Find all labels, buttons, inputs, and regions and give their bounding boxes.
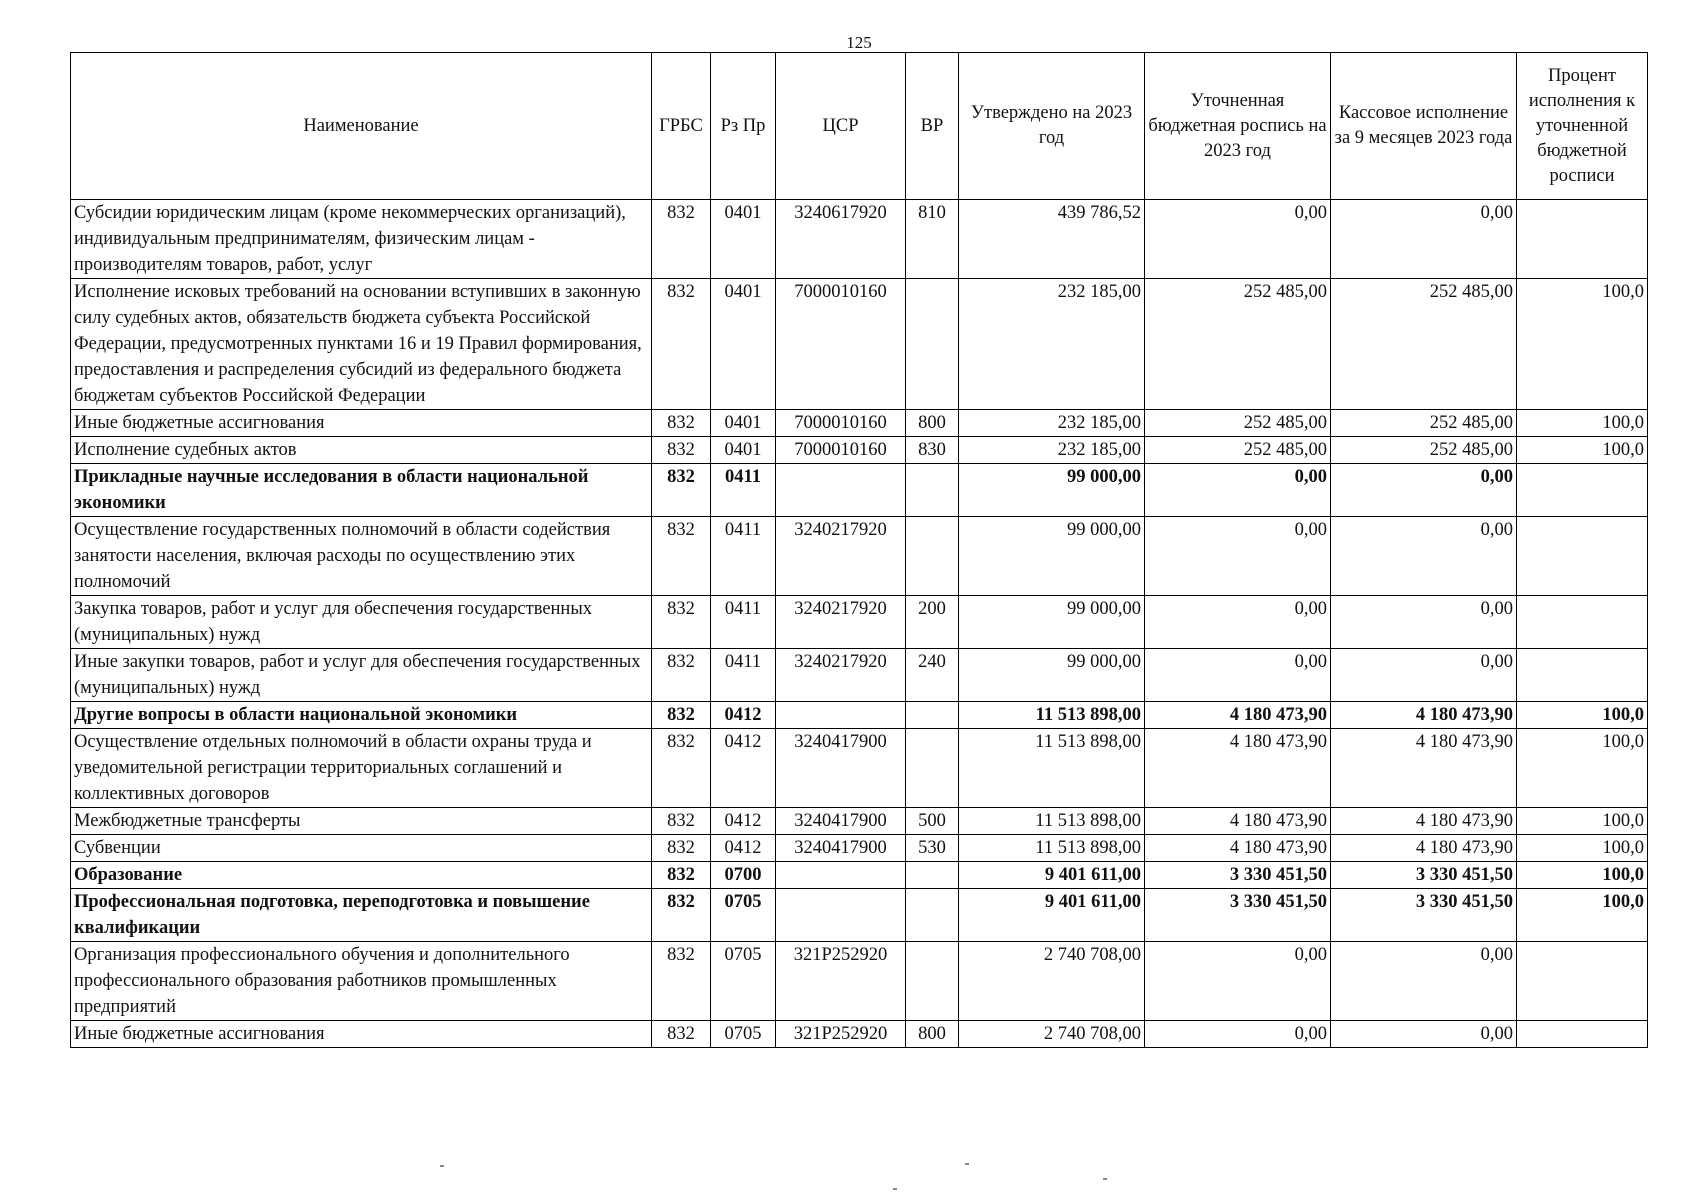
- percent-cell: [1517, 649, 1648, 702]
- header-percent: Процент исполнения к уточненной бюджетной росписи: [1517, 53, 1648, 200]
- scan-speck: [893, 1188, 897, 1190]
- rzpr-cell: 0705: [711, 889, 776, 942]
- approved-cell: 232 185,00: [959, 437, 1145, 464]
- vr-cell: [906, 889, 959, 942]
- percent-cell: 100,0: [1517, 279, 1648, 410]
- rzpr-cell: 0700: [711, 862, 776, 889]
- page-number: 125: [846, 33, 872, 52]
- table-row: [71, 808, 1648, 835]
- refined-cell: 3 330 451,50: [1145, 889, 1331, 942]
- vr-cell: 500: [906, 808, 959, 835]
- name-cell: Иные бюджетные ассигнования: [71, 410, 652, 437]
- name-cell: Межбюджетные трансферты: [71, 808, 652, 835]
- header-approved: Утверждено на 2023 год: [959, 53, 1145, 200]
- vr-cell: [906, 279, 959, 410]
- percent-cell: [1517, 517, 1648, 596]
- rzpr-cell: 0412: [711, 835, 776, 862]
- name-cell: Иные закупки товаров, работ и услуг для обеспечения государственных (муниципальных) нужд: [71, 649, 652, 702]
- refined-cell: 252 485,00: [1145, 437, 1331, 464]
- refined-cell: 4 180 473,90: [1145, 729, 1331, 808]
- grbs-cell: 832: [652, 517, 711, 596]
- cash-cell: 0,00: [1331, 649, 1517, 702]
- cash-cell: 252 485,00: [1331, 279, 1517, 410]
- percent-cell: [1517, 596, 1648, 649]
- percent-cell: 100,0: [1517, 702, 1648, 729]
- table-row: [71, 862, 1648, 889]
- percent-cell: 100,0: [1517, 889, 1648, 942]
- grbs-cell: 832: [652, 835, 711, 862]
- header-cash: Кассовое исполнение за 9 месяцев 2023 года: [1331, 53, 1517, 200]
- refined-cell: 0,00: [1145, 942, 1331, 1021]
- percent-cell: [1517, 942, 1648, 1021]
- refined-cell: 4 180 473,90: [1145, 808, 1331, 835]
- name-cell: Исполнение исковых требований на основании вступивших в законную силу судебных актов, обязательств бюджета субъекта Российской Федерации, предусмотренных пунктами 16 и 19 Правил формирования, предоставления и распределения субсидий из федерального бюджета бюджетам субъектов Российской Федерации: [71, 279, 652, 410]
- budget-execution-table: [70, 52, 1648, 1048]
- csr-cell: 3240417900: [776, 729, 906, 808]
- scan-speck: [1103, 1178, 1107, 1180]
- header-row: [71, 53, 1648, 200]
- table-row: [71, 279, 1648, 410]
- table-row: [71, 200, 1648, 279]
- rzpr-cell: 0401: [711, 410, 776, 437]
- name-cell: Субсидии юридическим лицам (кроме некоммерческих организаций), индивидуальным предпринимателям, физическим лицам - производителям товаров, работ, услуг: [71, 200, 652, 279]
- table-row: [71, 729, 1648, 808]
- approved-cell: 11 513 898,00: [959, 702, 1145, 729]
- approved-cell: 11 513 898,00: [959, 835, 1145, 862]
- table-row: [71, 942, 1648, 1021]
- rzpr-cell: 0411: [711, 517, 776, 596]
- csr-cell: 3240217920: [776, 517, 906, 596]
- refined-cell: 0,00: [1145, 596, 1331, 649]
- refined-cell: 252 485,00: [1145, 410, 1331, 437]
- vr-cell: 830: [906, 437, 959, 464]
- rzpr-cell: 0412: [711, 808, 776, 835]
- table-header: [71, 53, 1648, 200]
- cash-cell: 252 485,00: [1331, 437, 1517, 464]
- approved-cell: 232 185,00: [959, 279, 1145, 410]
- name-cell: Организация профессионального обучения и дополнительного профессионального образования работников промышленных предприятий: [71, 942, 652, 1021]
- vr-cell: [906, 729, 959, 808]
- name-cell: Исполнение судебных актов: [71, 437, 652, 464]
- approved-cell: 11 513 898,00: [959, 729, 1145, 808]
- cash-cell: 0,00: [1331, 1021, 1517, 1048]
- refined-cell: 0,00: [1145, 517, 1331, 596]
- vr-cell: 800: [906, 1021, 959, 1048]
- csr-cell: [776, 702, 906, 729]
- header-csr: ЦСР: [776, 53, 906, 200]
- table-row: [71, 464, 1648, 517]
- approved-cell: 9 401 611,00: [959, 889, 1145, 942]
- grbs-cell: 832: [652, 702, 711, 729]
- rzpr-cell: 0705: [711, 942, 776, 1021]
- name-cell: Субвенции: [71, 835, 652, 862]
- rzpr-cell: 0411: [711, 464, 776, 517]
- vr-cell: [906, 942, 959, 1021]
- header-rzpr: Рз Пр: [711, 53, 776, 200]
- refined-cell: 0,00: [1145, 1021, 1331, 1048]
- vr-cell: 800: [906, 410, 959, 437]
- percent-cell: [1517, 464, 1648, 517]
- grbs-cell: 832: [652, 649, 711, 702]
- cash-cell: 0,00: [1331, 200, 1517, 279]
- rzpr-cell: 0401: [711, 279, 776, 410]
- table-row: [71, 437, 1648, 464]
- csr-cell: 3240617920: [776, 200, 906, 279]
- cash-cell: 0,00: [1331, 942, 1517, 1021]
- name-cell: Образование: [71, 862, 652, 889]
- rzpr-cell: 0705: [711, 1021, 776, 1048]
- percent-cell: 100,0: [1517, 808, 1648, 835]
- approved-cell: 2 740 708,00: [959, 1021, 1145, 1048]
- grbs-cell: 832: [652, 596, 711, 649]
- cash-cell: 4 180 473,90: [1331, 729, 1517, 808]
- refined-cell: 0,00: [1145, 649, 1331, 702]
- csr-cell: [776, 862, 906, 889]
- refined-cell: 4 180 473,90: [1145, 835, 1331, 862]
- refined-cell: 0,00: [1145, 200, 1331, 279]
- table-body: [71, 200, 1648, 1048]
- scan-speck: [965, 1163, 969, 1165]
- refined-cell: 0,00: [1145, 464, 1331, 517]
- csr-cell: 3240217920: [776, 596, 906, 649]
- table-row: [71, 889, 1648, 942]
- name-cell: Профессиональная подготовка, переподготовка и повышение квалификации: [71, 889, 652, 942]
- grbs-cell: 832: [652, 410, 711, 437]
- csr-cell: 321P252920: [776, 1021, 906, 1048]
- name-cell: Иные бюджетные ассигнования: [71, 1021, 652, 1048]
- csr-cell: 321P252920: [776, 942, 906, 1021]
- name-cell: Осуществление государственных полномочий в области содействия занятости населения, включая расходы по осуществлению этих полномочий: [71, 517, 652, 596]
- vr-cell: 810: [906, 200, 959, 279]
- cash-cell: 252 485,00: [1331, 410, 1517, 437]
- grbs-cell: 832: [652, 808, 711, 835]
- percent-cell: 100,0: [1517, 729, 1648, 808]
- csr-cell: [776, 889, 906, 942]
- approved-cell: 232 185,00: [959, 410, 1145, 437]
- percent-cell: 100,0: [1517, 437, 1648, 464]
- approved-cell: 99 000,00: [959, 464, 1145, 517]
- cash-cell: 0,00: [1331, 517, 1517, 596]
- header-refined: Уточненная бюджетная роспись на 2023 год: [1145, 53, 1331, 200]
- csr-cell: 7000010160: [776, 410, 906, 437]
- percent-cell: [1517, 200, 1648, 279]
- vr-cell: 530: [906, 835, 959, 862]
- rzpr-cell: 0401: [711, 200, 776, 279]
- csr-cell: [776, 464, 906, 517]
- csr-cell: 3240417900: [776, 808, 906, 835]
- grbs-cell: 832: [652, 889, 711, 942]
- percent-cell: 100,0: [1517, 410, 1648, 437]
- cash-cell: 4 180 473,90: [1331, 808, 1517, 835]
- csr-cell: 7000010160: [776, 437, 906, 464]
- name-cell: Прикладные научные исследования в области национальной экономики: [71, 464, 652, 517]
- grbs-cell: 832: [652, 862, 711, 889]
- approved-cell: 99 000,00: [959, 517, 1145, 596]
- vr-cell: [906, 464, 959, 517]
- vr-cell: 200: [906, 596, 959, 649]
- scan-speck: [440, 1165, 444, 1167]
- header-name: Наименование: [71, 53, 652, 200]
- vr-cell: 240: [906, 649, 959, 702]
- approved-cell: 9 401 611,00: [959, 862, 1145, 889]
- rzpr-cell: 0412: [711, 729, 776, 808]
- rzpr-cell: 0412: [711, 702, 776, 729]
- approved-cell: 99 000,00: [959, 596, 1145, 649]
- approved-cell: 439 786,52: [959, 200, 1145, 279]
- approved-cell: 11 513 898,00: [959, 808, 1145, 835]
- table-row: [71, 596, 1648, 649]
- vr-cell: [906, 517, 959, 596]
- name-cell: Осуществление отдельных полномочий в области охраны труда и уведомительной регистрации территориальных соглашений и коллективных договоров: [71, 729, 652, 808]
- header-vr: ВР: [906, 53, 959, 200]
- rzpr-cell: 0411: [711, 596, 776, 649]
- refined-cell: 3 330 451,50: [1145, 862, 1331, 889]
- header-grbs: ГРБС: [652, 53, 711, 200]
- approved-cell: 2 740 708,00: [959, 942, 1145, 1021]
- grbs-cell: 832: [652, 1021, 711, 1048]
- cash-cell: 0,00: [1331, 596, 1517, 649]
- refined-cell: 4 180 473,90: [1145, 702, 1331, 729]
- cash-cell: 3 330 451,50: [1331, 862, 1517, 889]
- vr-cell: [906, 702, 959, 729]
- cash-cell: 3 330 451,50: [1331, 889, 1517, 942]
- table-row: [71, 517, 1648, 596]
- table-row: [71, 1021, 1648, 1048]
- approved-cell: 99 000,00: [959, 649, 1145, 702]
- refined-cell: 252 485,00: [1145, 279, 1331, 410]
- percent-cell: 100,0: [1517, 835, 1648, 862]
- table-row: [71, 702, 1648, 729]
- rzpr-cell: 0411: [711, 649, 776, 702]
- vr-cell: [906, 862, 959, 889]
- table-row: [71, 649, 1648, 702]
- table-row: [71, 835, 1648, 862]
- name-cell: Другие вопросы в области национальной экономики: [71, 702, 652, 729]
- grbs-cell: 832: [652, 200, 711, 279]
- percent-cell: 100,0: [1517, 862, 1648, 889]
- csr-cell: 3240417900: [776, 835, 906, 862]
- grbs-cell: 832: [652, 279, 711, 410]
- grbs-cell: 832: [652, 942, 711, 1021]
- grbs-cell: 832: [652, 437, 711, 464]
- table-row: [71, 410, 1648, 437]
- csr-cell: 3240217920: [776, 649, 906, 702]
- csr-cell: 7000010160: [776, 279, 906, 410]
- name-cell: Закупка товаров, работ и услуг для обеспечения государственных (муниципальных) нужд: [71, 596, 652, 649]
- cash-cell: 0,00: [1331, 464, 1517, 517]
- grbs-cell: 832: [652, 464, 711, 517]
- cash-cell: 4 180 473,90: [1331, 835, 1517, 862]
- rzpr-cell: 0401: [711, 437, 776, 464]
- percent-cell: [1517, 1021, 1648, 1048]
- grbs-cell: 832: [652, 729, 711, 808]
- cash-cell: 4 180 473,90: [1331, 702, 1517, 729]
